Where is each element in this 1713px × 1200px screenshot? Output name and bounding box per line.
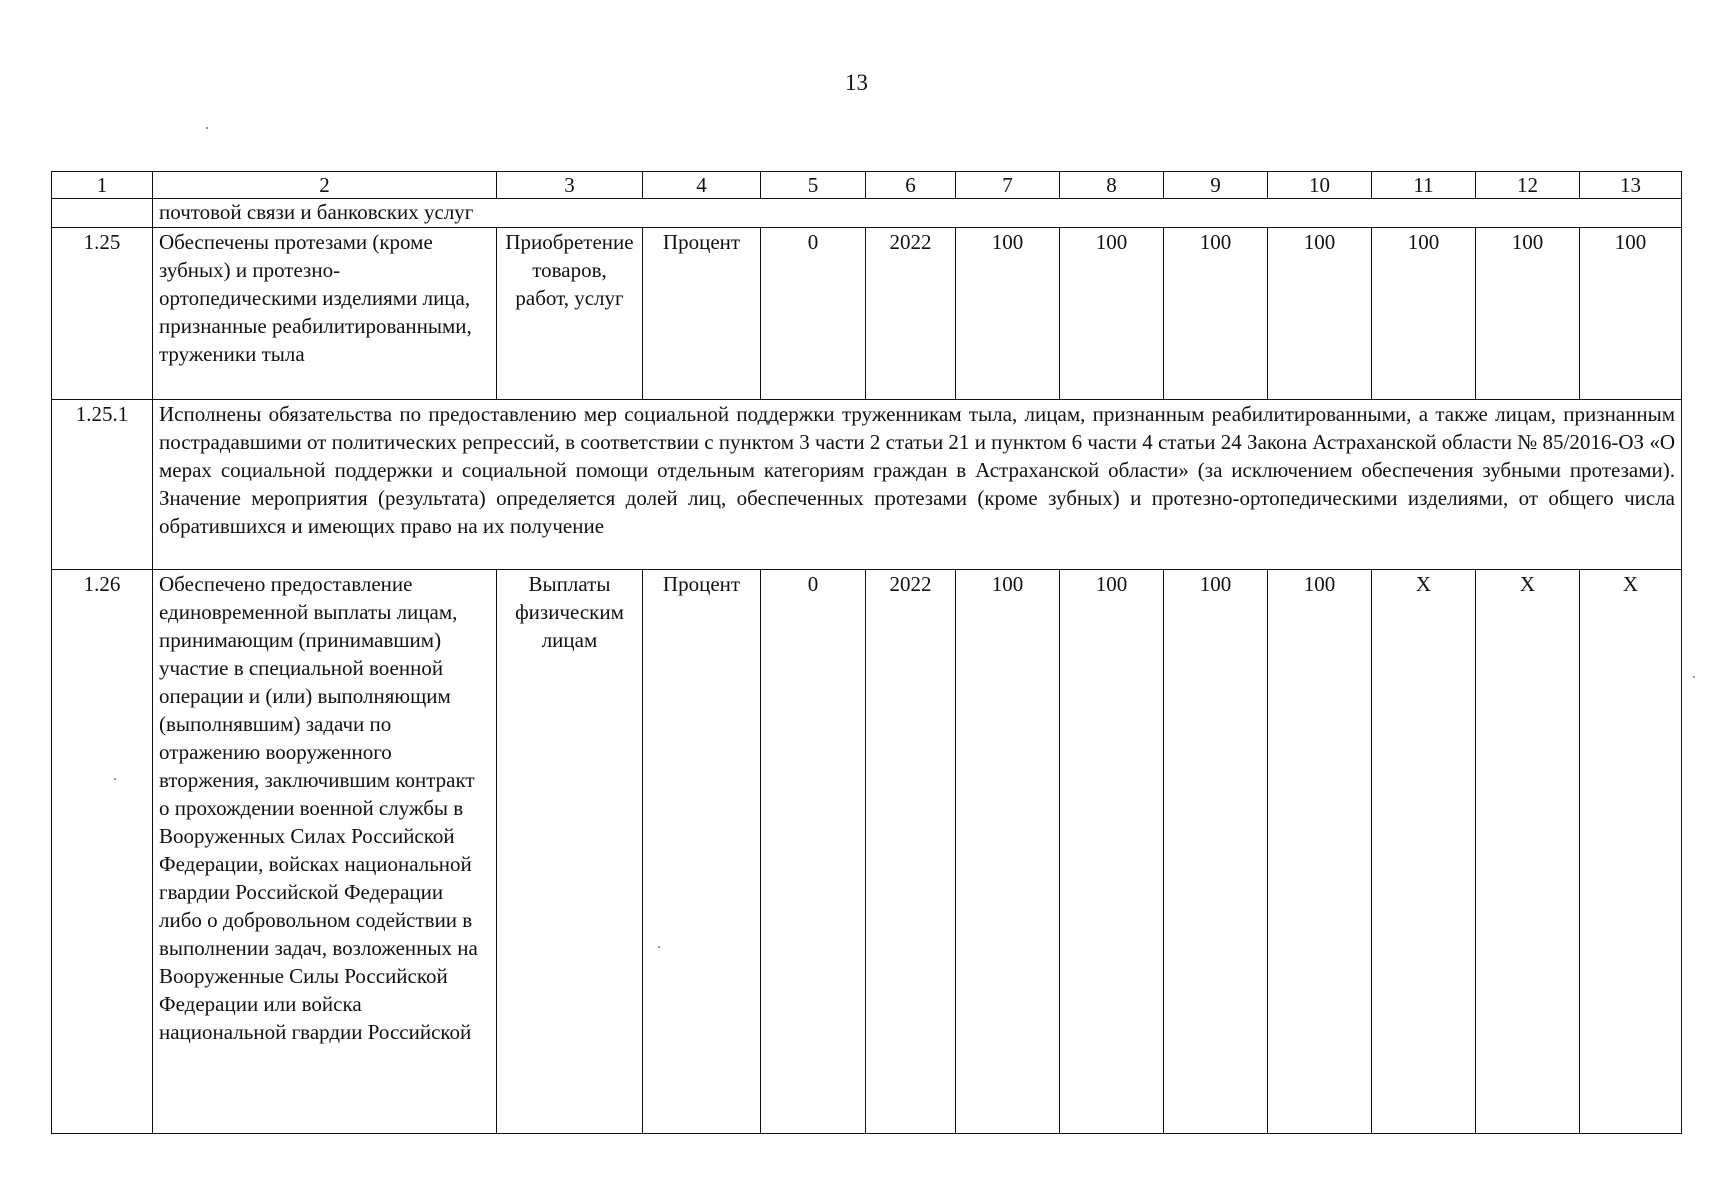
year-value: 100 [1164,570,1268,1134]
column-number: 5 [761,172,866,199]
year-value: X [1476,570,1580,1134]
unit: Процент [643,228,761,400]
continuation-text: почтовой связи и банковских услуг [153,199,1682,228]
row-id: 1.25 [52,228,153,400]
base-value: 0 [761,570,866,1134]
year-value: 100 [1268,570,1372,1134]
result-type: Выплаты физическим лицам [497,570,643,1134]
column-number: 12 [1476,172,1580,199]
column-number: 3 [497,172,643,199]
measure-description: Исполнены обязательства по предоставлению мер социальной поддержки труженникам тыла, лицам, признанным реабилитированными, а также лицам, признанным пострадавшими от политических репрессий, в соответствии с пунктом 3 части 2 статьи 21 и пунктом 6 части 4 статьи 24 Закона Астраханской области № 85/2016-ОЗ «О мерах социальной поддержки и социальной помощи отдельным категориям граждан в Астраханской области» (за исключением обеспечения зубными протезами). Значение мероприятия (результата) определяется долей лиц, обеспеченных протезами (кроме зубных) и протезно-ортопедическими изделиями, от общего числа обратившихся и имеющих право на их получение [153,400,1682,570]
column-number: 4 [643,172,761,199]
base-year: 2022 [866,228,956,400]
page-number: 13 [845,70,868,95]
continuation-row [52,199,1682,228]
result-type: Приобретение товаров, работ, услуг [497,228,643,400]
year-value: X [1580,570,1682,1134]
column-number: 7 [956,172,1060,199]
year-value: 100 [1164,228,1268,400]
base-year: 2022 [866,570,956,1134]
column-number: 9 [1164,172,1268,199]
column-number: 2 [153,172,497,199]
year-value: 100 [1372,228,1476,400]
unit: Процент [643,570,761,1134]
row-id: 1.25.1 [52,400,153,570]
year-value: 100 [1060,228,1164,400]
year-value: 100 [1580,228,1682,400]
column-number-row [52,172,1682,199]
year-value: 100 [1268,228,1372,400]
table-row [52,228,1682,400]
base-value: 0 [761,228,866,400]
column-number: 13 [1580,172,1682,199]
column-number: 1 [52,172,153,199]
column-number: 8 [1060,172,1164,199]
empty-cell [52,199,153,228]
year-value: X [1372,570,1476,1134]
table-row [52,570,1682,1134]
year-value: 100 [1060,570,1164,1134]
year-value: 100 [956,570,1060,1134]
scan-speck [206,127,208,129]
table-row [52,400,1682,570]
column-number: 11 [1372,172,1476,199]
result-name: Обеспечены протезами (кроме зубных) и протезно-ортопедическими изделиями лица, признанные реабилитированными, труженики тыла [153,228,497,400]
year-value: 100 [1476,228,1580,400]
column-number: 10 [1268,172,1372,199]
result-name: Обеспечено предоставление единовременной выплаты лицам, принимающим (принимавшим) участие в специальной военной операции и (или) выполняющим (выполнявшим) задачи по отражению вооруженного вторжения, заключившим контракт о прохождении военной службы в Вооруженных Силах Российской Федерации, войсках национальной гвардии Российской Федерации либо о добровольном содействии в выполнении задач, возложенных на Вооруженные Силы Российской Федерации или войска национальной гвардии Российской [153,570,497,1134]
column-number: 6 [866,172,956,199]
row-id: 1.26 [52,570,153,1134]
indicators-table [51,171,1682,1134]
year-value: 100 [956,228,1060,400]
scan-speck [1693,676,1695,678]
